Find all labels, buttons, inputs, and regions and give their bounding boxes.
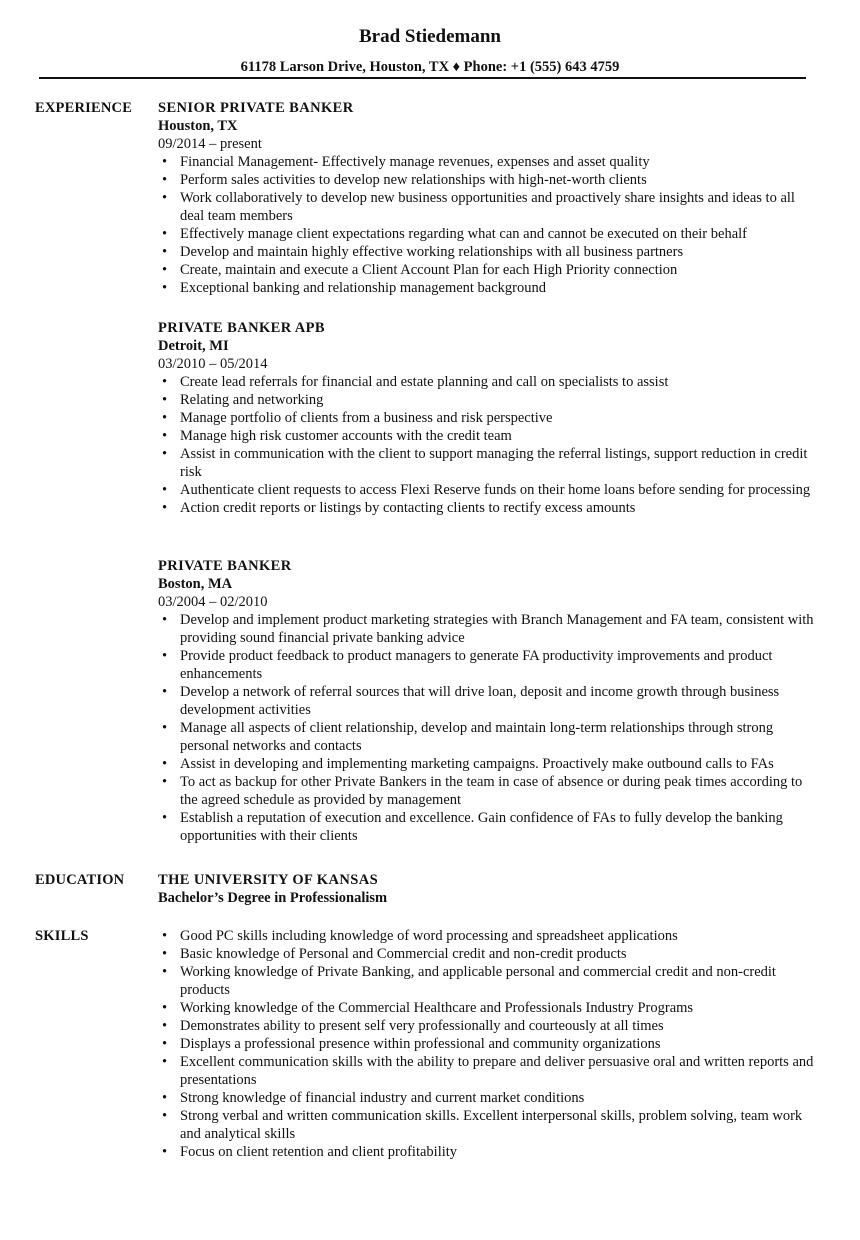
list-item: • Create, maintain and execute a Client Account Plan for each High Priority connection bbox=[180, 261, 814, 279]
list-item: • Assist in communication with the client to support managing the referral listings, support reduction in credit risk bbox=[180, 445, 814, 481]
job-location: Detroit, MI bbox=[158, 338, 229, 354]
job-bullets bbox=[158, 611, 814, 845]
list-item: • Excellent communication skills with the ability to prepare and deliver persuasive oral and written reports and presentations bbox=[180, 1053, 814, 1089]
job-bullets bbox=[158, 153, 814, 297]
list-item: • Manage high risk customer accounts with the credit team bbox=[180, 427, 814, 445]
job-dates: 09/2014 – present bbox=[158, 136, 262, 152]
section-title-experience: EXPERIENCE bbox=[35, 100, 133, 116]
skills-body bbox=[158, 927, 814, 1161]
list-item: • Basic knowledge of Personal and Commercial credit and non-credit products bbox=[180, 945, 814, 963]
list-item: • Exceptional banking and relationship management background bbox=[180, 279, 814, 297]
list-item: • Work collaboratively to develop new business opportunities and proactively share insights and ideas to all deal team members bbox=[180, 189, 814, 225]
job-title: PRIVATE BANKER APB bbox=[158, 320, 325, 336]
resume-name: Brad Stiedemann bbox=[359, 26, 501, 47]
list-item: • Develop a network of referral sources that will drive loan, deposit and income growth through business development activities bbox=[180, 683, 814, 719]
list-item: • Manage all aspects of client relationship, develop and maintain long-term relationships through strong personal networks and contacts bbox=[180, 719, 814, 755]
job-entry bbox=[158, 557, 814, 845]
list-item: • Authenticate client requests to access Flexi Reserve funds on their home loans before sending for processing bbox=[180, 481, 814, 499]
section-title-skills: SKILLS bbox=[35, 928, 89, 944]
job-location: Boston, MA bbox=[158, 576, 233, 592]
degree: Bachelor’s Degree in Professionalism bbox=[158, 890, 388, 906]
list-item: • Effectively manage client expectations regarding what can and cannot be executed on their behalf bbox=[180, 225, 814, 243]
section-title-education: EDUCATION bbox=[35, 872, 125, 888]
education-body bbox=[158, 871, 814, 907]
job-title: PRIVATE BANKER bbox=[158, 558, 292, 574]
list-item: • Displays a professional presence within professional and community organizations bbox=[180, 1035, 814, 1053]
list-item: • Action credit reports or listings by contacting clients to rectify excess amounts bbox=[180, 499, 814, 517]
skills-bullets bbox=[158, 927, 814, 1161]
job-entry bbox=[158, 319, 814, 517]
list-item: • Assist in developing and implementing marketing campaigns. Proactively make outbound calls to FAs bbox=[180, 755, 814, 773]
list-item: • To act as backup for other Private Bankers in the team in case of absence or during peak times according to the agreed schedule as provided by management bbox=[180, 773, 814, 809]
list-item: • Create lead referrals for financial and estate planning and call on specialists to assist bbox=[180, 373, 814, 391]
job-location: Houston, TX bbox=[158, 118, 238, 134]
list-item: • Develop and maintain highly effective working relationships with all business partners bbox=[180, 243, 814, 261]
list-item: • Working knowledge of Private Banking, and applicable personal and commercial credit and non-credit products bbox=[180, 963, 814, 999]
list-item: • Strong knowledge of financial industry and current market conditions bbox=[180, 1089, 814, 1107]
list-item: • Good PC skills including knowledge of word processing and spreadsheet applications bbox=[180, 927, 814, 945]
list-item: • Relating and networking bbox=[180, 391, 814, 409]
list-item: • Develop and implement product marketing strategies with Branch Management and FA team, consistent with providing sound financial private banking advice bbox=[180, 611, 814, 647]
list-item: • Working knowledge of the Commercial Healthcare and Professionals Industry Programs bbox=[180, 999, 814, 1017]
school-name: THE UNIVERSITY OF KANSAS bbox=[158, 872, 379, 888]
list-item: • Focus on client retention and client profitability bbox=[180, 1143, 814, 1161]
job-title: SENIOR PRIVATE BANKER bbox=[158, 100, 354, 116]
contact-line: 61178 Larson Drive, Houston, TX ♦ Phone: +1 (555) 643 4759 bbox=[240, 59, 620, 75]
list-item: • Financial Management- Effectively manage revenues, expenses and asset quality bbox=[180, 153, 814, 171]
list-item: • Provide product feedback to product managers to generate FA productivity improvements and product enhancements bbox=[180, 647, 814, 683]
list-item: • Demonstrates ability to present self very professionally and courteously at all times bbox=[180, 1017, 814, 1035]
header-divider bbox=[39, 77, 806, 79]
job-entry bbox=[158, 99, 814, 297]
job-bullets bbox=[158, 373, 814, 517]
list-item: • Manage portfolio of clients from a business and risk perspective bbox=[180, 409, 814, 427]
list-item: • Strong verbal and written communication skills. Excellent interpersonal skills, problem solving, team work and analytical skills bbox=[180, 1107, 814, 1143]
list-item: • Establish a reputation of execution and excellence. Gain confidence of FAs to fully develop the banking opportunities with their clients bbox=[180, 809, 814, 845]
job-dates: 03/2004 – 02/2010 bbox=[158, 594, 268, 610]
job-dates: 03/2010 – 05/2014 bbox=[158, 356, 268, 372]
list-item: • Perform sales activities to develop new relationships with high-net-worth clients bbox=[180, 171, 814, 189]
